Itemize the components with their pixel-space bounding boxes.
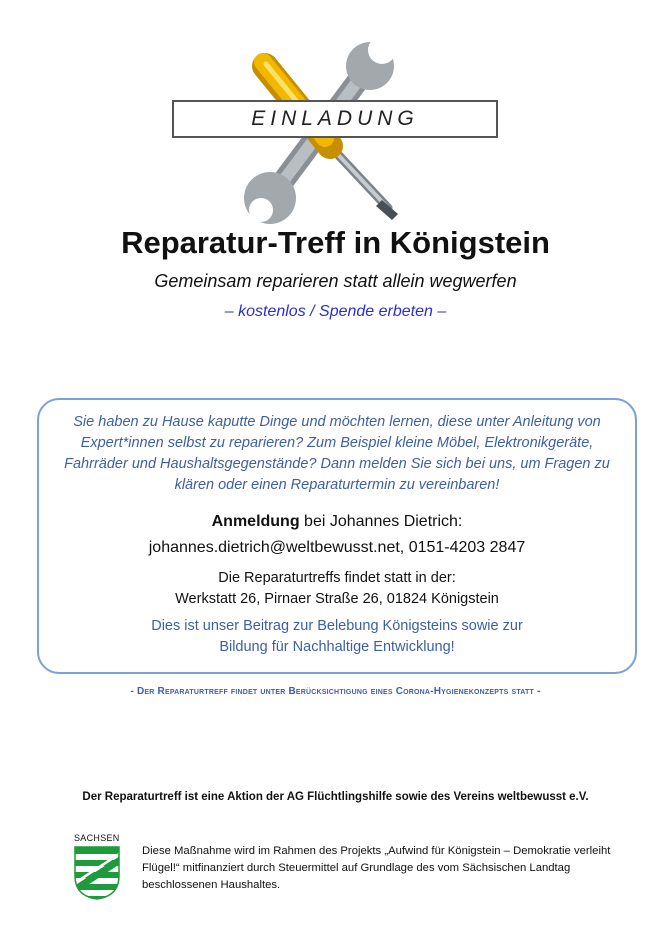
contribution-text	[60, 616, 614, 658]
state-label: SACHSEN	[74, 833, 120, 843]
hygiene-notice-text: - Der Reparaturtreff findet unter Berücksichtigung eines Corona-Hygienekonzepts statt -	[130, 686, 541, 697]
hygiene-notice	[0, 686, 671, 697]
contribution-line-2: Bildung für Nachhaltige Entwicklung!	[219, 639, 455, 655]
venue-address: Werkstatt 26, Pirnaer Straße 26, 01824 Königstein	[175, 591, 499, 607]
contribution-line-1: Dies ist unser Beitrag zur Belebung Königsteins sowie zur	[151, 618, 523, 634]
page-title: Reparatur-Treff in Königstein	[121, 225, 550, 260]
signup-contact-person: bei Johannes Dietrich:	[299, 513, 463, 530]
intro-text: Sie haben zu Hause kaputte Dinge und möchten lernen, diese unter Anleitung von Expert*innen selbst zu reparieren? Zum Beispiel kleine Möbel, Elektronikgeräte, Fahrräder und Haushaltsgegenstände? Dann melden Sie sich bei uns, um Fragen zu klären oder einen Reparaturtermin zu vereinbaren!	[64, 414, 610, 493]
cost-note: – kostenlos / Spende erbeten –	[224, 303, 447, 320]
signup-line	[37, 513, 637, 531]
venue-label: Die Reparaturtreffs findet statt in der:	[218, 570, 456, 586]
organizers-note: Der Reparaturtreff ist eine Aktion der AG Flüchtlingshilfe sowie des Vereins weltbewusst e.V.	[82, 791, 589, 803]
funding-note: Diese Maßnahme wird im Rahmen des Projekts „Aufwind für Königstein – Demokratie verleiht Flügel!“ mitfinanziert durch Steuermittel auf Grundlage des vom Sächsischen Landtag beschlossenen Haushaltes.	[142, 845, 611, 891]
saxony-coat-of-arms-icon	[74, 846, 120, 900]
invitation-banner	[172, 100, 498, 138]
contact-details: johannes.dietrich@weltbewusst.net, 0151-4203 2847	[148, 539, 526, 556]
subtitle: Gemeinsam reparieren statt allein wegwerfen	[154, 271, 517, 291]
signup-label: Anmeldung	[211, 513, 300, 530]
invitation-banner-text: EINLADUNG	[251, 107, 419, 130]
